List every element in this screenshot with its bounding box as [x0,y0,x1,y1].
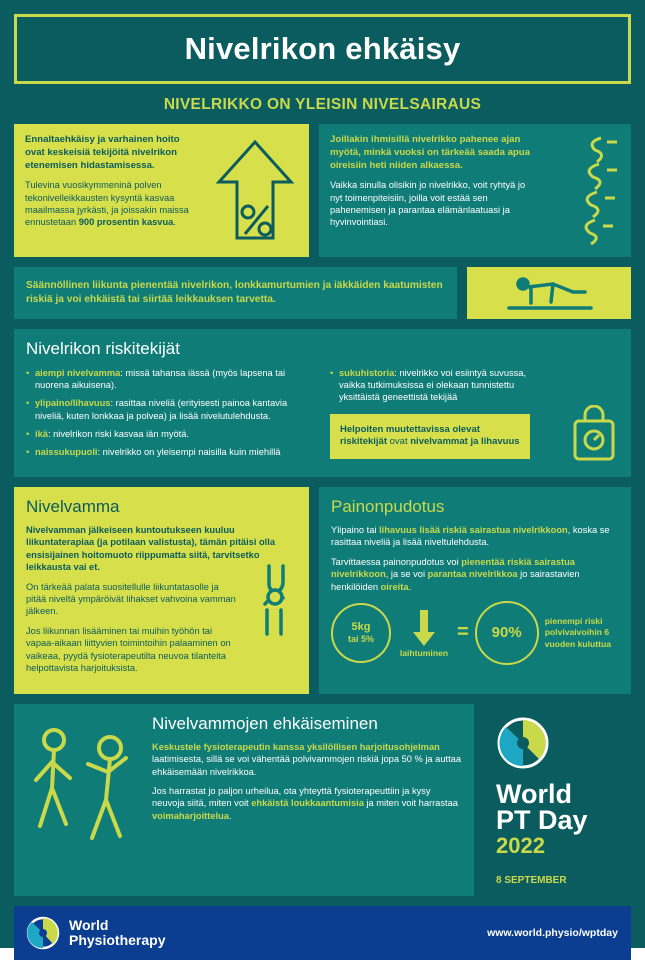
stat-percent-circle: 90% [475,601,539,665]
stat-arrow-label: laihtuminen [399,647,449,658]
intro-box-right [319,124,631,257]
risk-item-bold: sukuhistoria [339,367,395,378]
prev-p1-b: laatimisesta, sillä se voi vähentää polvivammojen riskiä jopa 50 % ja auttaa ehkäisemään nivelrikkoa. [152,754,462,777]
risk-item-bold: ylipaino/lihavuus [35,398,111,409]
intro-row [14,124,631,257]
wptday-year: 2022 [496,832,545,858]
intro-left-body-highlight: 900 prosentin kasvua [78,217,174,228]
risk-item-bold: ikä [35,428,48,439]
injury-panel [14,487,309,694]
person-stretching-icon [26,714,144,864]
footer-brand-line1: World [69,916,109,933]
wptday-line2: PT Day [496,805,588,836]
wl-p2-g: . [408,581,412,592]
wl-p1-a: Ylipaino tai [331,524,380,535]
wl-p1-b: lihavuus lisää riskiä sairastua nivelrikkoon [379,524,568,535]
risk-factors-section [14,329,631,477]
prev-p2-c: ja miten voit harrastaa [363,798,458,809]
intro-left-body-part1: Tulevina vuosikymmeninä polven tekonivelleikkausten kysyntä kasvaa maailmassa jyrkästi, ja joissakin maissa ennustetaan [25,180,189,228]
footer-brand-block [14,906,474,960]
poster-footer [14,906,631,960]
list-item [26,446,316,458]
prev-p2-a: Jos harrastat jo paljon urheilua, ota yhteyttä fysioterapeuttiin ja kysy neuvoja siitä, miten voit [152,786,431,809]
risk-callout-part3: nivelvammat ja lihavuus [410,436,520,448]
world-physiotherapy-globe-icon [26,916,60,950]
spine-icon [571,132,623,250]
risk-item-text: : nivelrikko on yleisempi naisilla kuin miehillä [97,447,281,458]
prev-p1-a: Keskustele fysioterapeutin kanssa yksilöllisen harjoitusohjelman [152,741,440,752]
risk-callout-part1: Helpoiten muutettavissa olevat riskitekijät [340,423,480,448]
down-arrow-icon [411,608,437,648]
risk-callout-part2: ovat [387,436,411,448]
exercise-plank-icon [501,270,597,316]
list-item [26,367,316,392]
risk-item-bold: aiempi nivelvamma [35,367,121,378]
wl-p2-f: oireita [380,581,409,592]
page-title: Nivelrikon ehkäisy [184,31,461,66]
risk-item-text: : nivelrikon riski kasvaa iän myötä. [47,428,189,439]
stat-equals: = [457,621,469,644]
injury-weightloss-row [14,487,631,694]
list-item [26,428,316,440]
wptday-panel [484,704,631,896]
stat-weight-line2: tai 5% [347,634,374,645]
list-item [330,367,530,404]
stat-weight-line1: 5kg [351,621,371,634]
wl-p1-c: , koska se rasittaa niveliä ja lisää niveltulehdusta. [331,524,610,548]
exercise-banner-icon-box [467,267,631,319]
wptday-line1: World [496,778,572,809]
up-arrow-percent-icon [213,138,297,243]
risk-factors-heading: Nivelrikon riskitekijät [26,338,180,358]
risk-callout [330,414,530,460]
intro-left-lead: Ennaltaehkäisy ja varhainen hoito ovat keskeisiä tekijöitä nivelrikon etenemisen hidastamisessa. [25,134,180,171]
risk-item-text: : nivelrikko voi esiintyä suvussa, vaikka tutkimuksissa ei olekaan tunnistettu yksittäistä geneettistä tekijää [339,367,527,403]
stat-percent-text: pienempi riski polvivaivoihin 6 vuoden kuluttua [544,616,612,649]
injury-paragraph-2: On tärkeää palata suositellulle liikuntatasolle ja pitää niveltä ympäröivät lihakset vahvoina vamman jälkeen. [26,581,236,617]
prevention-row [14,704,631,896]
weightloss-heading: Painonpudotus [331,496,445,516]
risk-list-right [330,367,530,404]
prevention-paragraph-2 [152,785,462,822]
intro-left-body-part2: . [173,217,176,228]
prev-p2-d: voimaharjoittelua [152,810,229,821]
wl-p2-e: jo sairastavien henkilöiden [331,569,580,592]
prev-p2-e: . [228,810,232,821]
wl-p2-c: , ja se voi [385,569,428,580]
risk-item-bold: naissukupuoli [35,447,98,458]
wl-p2-a: Tarvittaessa painonpudotus voi [331,556,462,567]
footer-url[interactable]: www.world.physio/wptday [487,926,618,939]
weightloss-paragraph-2 [331,556,619,593]
intro-left-body [25,179,205,228]
prev-p2-b: ehkäistä loukkaantumisia [251,798,364,809]
wptday-date: 8 SEPTEMBER [496,874,567,886]
prevention-paragraph-1 [152,741,462,778]
poster-header [14,14,631,84]
wl-p2-d: parantaa nivelrikkoa [427,569,518,580]
injury-paragraph-1: Nivelvamman jälkeiseen kuntoutukseen kuuluu liikuntaterapiaa (ja potilaan valistusta), tämän pitäisi olla ensisijainen hoitomuoto riippumatta siitä, tarvitsetko leikkausta vai et. [26,524,276,573]
world-physiotherapy-globe-icon [496,716,550,770]
injury-paragraph-3: Jos liikunnan lisääminen tai muihin työhön tai vapaa-aikaan liittyvien toimintoihin palaaminen on vaikeaa, pyydä fysioterapeutilta neuvoa tilanteita helpottavista harjoituksista. [26,625,231,674]
prevention-heading: Nivelvammojen ehkäiseminen [152,713,378,733]
exercise-banner-text: Säännöllinen liikunta pienentää nivelrikon, lonkkamurtumien ja iäkkäiden kaatumisten riskiä ja voi ehkäistä tai siirtää leikkauksen tarvetta. [14,267,457,319]
risk-list-left [26,367,316,459]
intro-box-left [14,124,309,257]
weight-scale-icon [571,405,617,463]
weightloss-paragraph-1 [331,524,619,549]
stat-weight-circle [331,603,391,663]
page-subtitle: NIVELRIKKO ON YLEISIN NIVELSAIRAUS [163,96,482,113]
list-item [26,397,316,422]
intro-right-body: Vaikka sinulla olisikin jo nivelrikko, voit ryhtyä jo nyt toimenpiteisiin, joilla voit estää sen pahenemisen ja parantaa elämänlaatuasi ja hyvinvointiasi. [330,180,526,228]
footer-url-block[interactable] [474,906,631,960]
prevention-panel [14,704,474,896]
footer-brand-line2: Physiotherapy [69,931,166,948]
knee-joint-icon [249,564,301,636]
injury-heading: Nivelvamma [26,496,120,516]
weightloss-stats [331,601,619,665]
exercise-banner-row [14,267,631,319]
weightloss-panel [319,487,631,694]
intro-right-lead: Joillakin ihmisillä nivelrikko pahenee ajan myötä, minkä vuoksi on tärkeää saada apua oireisiin heti niiden alkaessa. [330,134,530,171]
wl-p2-b: pienentää riskiä sairastua nivelrikkoon [331,556,575,580]
risk-item-text: : missä tahansa iässä (myös lapsena tai nuorena aikuisena). [35,367,286,390]
prevention-illustration [26,714,144,886]
risk-item-text: : rasittaa niveliä (erityisesti painoa kantavia niveliä, kuten lonkkaa ja polvea) ja lisää nivelutulehdusta. [35,398,288,421]
